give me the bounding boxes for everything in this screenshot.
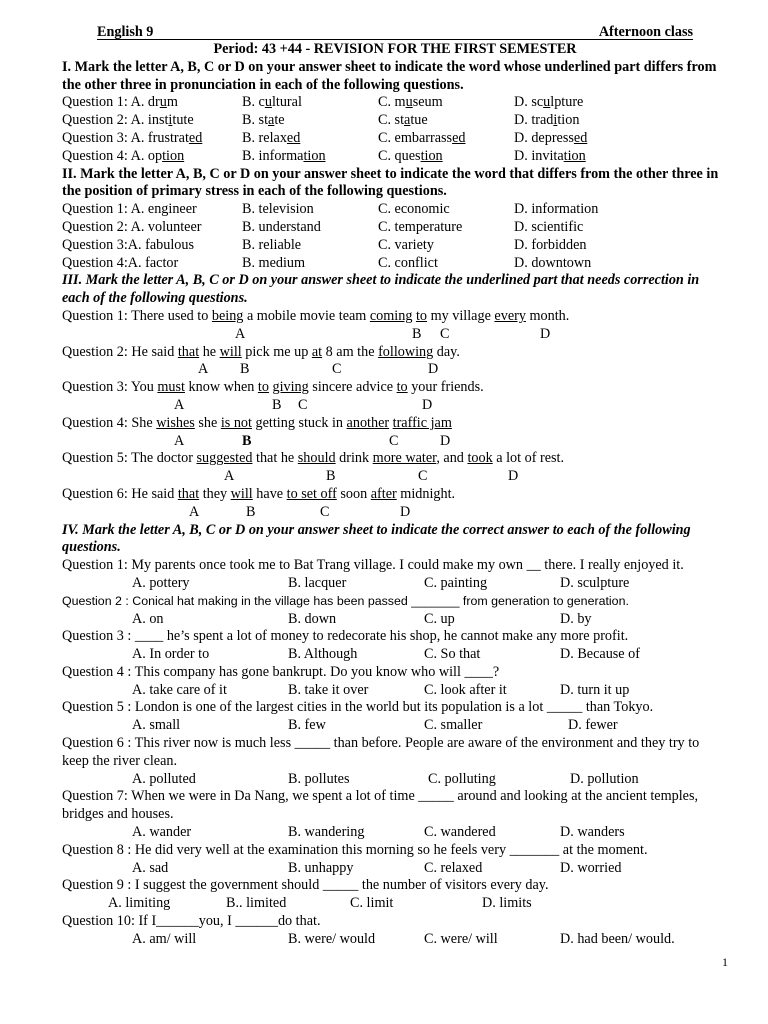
option-letter: A — [174, 396, 185, 413]
answer-option: C. wandered — [424, 824, 496, 841]
answer-option: C. So that — [424, 646, 481, 663]
underlined-part: another — [346, 414, 390, 431]
answer-option: C. polluting — [428, 770, 496, 787]
answer-options — [62, 646, 728, 664]
answer-option: D. wanders — [560, 824, 625, 841]
underlined-part: is not — [220, 414, 252, 431]
answer-option: D. forbidden — [514, 236, 587, 253]
underlined-part: a — [404, 112, 411, 129]
option-letter: D — [400, 503, 411, 520]
answer-option: D. fewer — [568, 717, 618, 734]
answer-option: C. painting — [424, 574, 488, 591]
answer-option: Question 3: A. frustrated — [62, 129, 203, 146]
answer-options — [62, 717, 728, 735]
option-letter: B — [272, 396, 282, 413]
answer-option: C. look after it — [424, 681, 507, 698]
option-letter: D — [422, 396, 433, 413]
underlined-part: giving — [272, 379, 309, 396]
question-stem: Question 8 : He did very well at the examination this morning so he feels very _______ at the moment. — [62, 841, 648, 858]
answer-option: C. relaxed — [424, 859, 483, 876]
subject-label: English 9 — [97, 24, 154, 40]
underlined-part: tion — [420, 147, 443, 164]
question-stem: Question 5 : London is one of the largest cities in the world but its population is a lot _____ than Tokyo. — [62, 699, 654, 716]
answer-options — [62, 895, 728, 913]
question-row — [62, 201, 728, 219]
part2-questions — [62, 201, 728, 272]
answer-option: C. up — [424, 610, 455, 627]
question-stem: Question 1: My parents once took me to Bat Trang village. I could make my own __ there. I really enjoyed it. — [62, 557, 684, 574]
underlined-part: to — [415, 307, 428, 324]
answer-option: B. Although — [288, 646, 358, 663]
answer-option: B. wandering — [288, 824, 365, 841]
answer-option: Question 1: A. engineer — [62, 201, 197, 218]
option-letter: C — [332, 361, 342, 378]
underlined-part: tion — [563, 147, 586, 164]
underlined-part: i — [553, 112, 558, 129]
answer-option: A. In order to — [132, 646, 210, 663]
answer-option: D. limits — [482, 895, 532, 912]
section-4-instruction: IV. Mark the letter A, B, C or D on your answer sheet to indicate the correct answer to each of the following questions. — [62, 521, 691, 556]
answer-options — [62, 860, 728, 878]
answer-options — [62, 771, 728, 789]
answer-option: B. state — [242, 112, 285, 129]
answer-option: Question 2: A. institute — [62, 112, 194, 129]
answer-option: B. cultural — [242, 94, 302, 111]
underlined-part: tion — [162, 147, 185, 164]
question-row — [62, 94, 728, 112]
answer-option: C. museum — [378, 94, 443, 111]
underlined-part: to — [257, 379, 269, 396]
underlined-part: more water — [372, 450, 437, 467]
answer-option: C. conflict — [378, 254, 438, 271]
answer-option: A. small — [132, 717, 181, 734]
underlined-part: coming — [369, 307, 413, 324]
underlined-part: u — [405, 94, 413, 111]
answer-option: C. were/ will — [424, 930, 498, 947]
underlined-part: ed — [573, 129, 588, 146]
option-letter: C — [389, 432, 399, 449]
answer-option: Question 1: A. drum — [62, 94, 178, 111]
answer-option: A. polluted — [132, 770, 196, 787]
answer-option: D. had been/ would. — [560, 930, 675, 947]
underlined-part: u — [159, 94, 167, 111]
question-stem: Question 6 : This river now is much less _____ than before. People are aware of the environment and they try to keep the river clean. — [62, 735, 700, 769]
option-letter: C — [320, 503, 330, 520]
answer-option: D. invitation — [514, 147, 586, 164]
answer-option: B. relaxed — [242, 129, 301, 146]
option-letter: D — [428, 361, 439, 378]
error-sentence: Question 6: He said that they will have to set off soon after midnight. — [62, 485, 456, 502]
option-letter: B — [242, 432, 252, 449]
underlined-part: will — [230, 485, 253, 502]
answer-option: D. downtown — [514, 254, 592, 271]
underlined-part: should — [297, 450, 336, 467]
answer-option: Question 3:A. fabulous — [62, 236, 195, 253]
period-title: Period: 43 +44 - REVISION FOR THE FIRST SEMESTER — [213, 41, 577, 57]
underlined-part: ed — [286, 129, 301, 146]
answer-option: D. Because of — [560, 646, 640, 663]
answer-option: B. information — [242, 147, 326, 164]
answer-option: A. limiting — [108, 895, 171, 912]
underlined-part: every — [494, 307, 526, 324]
option-letter: B — [246, 503, 256, 520]
answer-option: B. pollutes — [288, 770, 350, 787]
underlined-part: to — [396, 379, 408, 396]
error-sentence: Question 2: He said that he will pick me up at 8 am the following day. — [62, 343, 460, 360]
answer-options — [62, 611, 728, 629]
answer-option: D. information — [514, 201, 599, 218]
answer-option: Question 2: A. volunteer — [62, 218, 202, 235]
option-letters — [62, 504, 728, 522]
answer-option: C. temperature — [378, 218, 463, 235]
answer-option: A. on — [132, 610, 164, 627]
answer-option: Question 4:A. factor — [62, 254, 179, 271]
answer-option: D. depressed — [514, 129, 588, 146]
option-letter: B — [412, 325, 422, 342]
underlined-part: being — [211, 307, 244, 324]
answer-option: C. embarrassed — [378, 129, 466, 146]
option-letters — [62, 468, 728, 486]
option-letter: B — [240, 361, 250, 378]
underlined-part: that — [177, 485, 200, 502]
answer-option: D. pollution — [570, 770, 639, 787]
underlined-part: u — [264, 94, 272, 111]
option-letters — [62, 397, 728, 415]
answer-option: B. understand — [242, 218, 321, 235]
answer-option: D. worried — [560, 859, 622, 876]
underlined-part: must — [157, 379, 185, 396]
answer-options — [62, 575, 728, 593]
answer-option: B. down — [288, 610, 337, 627]
part3-questions — [62, 308, 728, 522]
error-sentence: Question 5: The doctor suggested that he should drink more water, and took a lot of rest. — [62, 450, 564, 467]
answer-option: C. smaller — [424, 717, 483, 734]
answer-option: D. by — [560, 610, 592, 627]
answer-option: A. wander — [132, 824, 192, 841]
underlined-part: ed — [452, 129, 466, 146]
underlined-part: i — [168, 112, 173, 129]
option-letters — [62, 433, 728, 451]
answer-option: C. variety — [378, 236, 434, 253]
question-stem: Question 9 : I suggest the government should _____ the number of visitors every day. — [62, 877, 549, 894]
option-letter: A — [198, 361, 209, 378]
underlined-part: to set off — [286, 485, 337, 502]
part1-questions — [62, 94, 728, 165]
answer-option: B. medium — [242, 254, 306, 271]
answer-option: B.. limited — [226, 895, 287, 912]
answer-option: B. reliable — [242, 236, 302, 253]
option-letter: C — [440, 325, 450, 342]
error-sentence: Question 4: She wishes she is not getting stuck in another traffic jam — [62, 414, 452, 431]
option-letter: A — [224, 468, 235, 485]
answer-option: B. television — [242, 201, 314, 218]
underlined-part: that — [177, 343, 200, 360]
option-letter: D — [540, 325, 551, 342]
answer-option: D. sculpture — [560, 574, 630, 591]
underlined-part: traffic jam — [392, 414, 452, 431]
answer-option: B. few — [288, 717, 326, 734]
error-sentence: Question 1: There used to being a mobile movie team coming to my village every month. — [62, 307, 570, 324]
question-row — [62, 148, 728, 166]
underlined-part: will — [219, 343, 242, 360]
answer-option: D. scientific — [514, 218, 584, 235]
underlined-part: wishes — [156, 414, 195, 431]
question-stem: Question 3 : ____ he’s spent a lot of money to redecorate his shop, he cannot make any more profit. — [62, 628, 629, 645]
option-letters — [62, 361, 728, 379]
underlined-part: a — [268, 112, 275, 129]
worksheet-page — [62, 24, 728, 949]
question-stem: Question 7: When we were in Da Nang, we spent a lot of time _____ around and looking at the ancient temples, bridges and houses. — [62, 788, 699, 823]
part4-questions — [62, 557, 728, 949]
section-1-instruction: I. Mark the letter A, B, C or D on your answer sheet to indicate the word whose underlined part differs from the other three in pronunciation in each of the following questions. — [62, 58, 717, 93]
option-letter: A — [174, 432, 185, 449]
option-letter: D — [440, 432, 451, 449]
option-letter: C — [418, 468, 428, 485]
option-letter: A — [189, 503, 200, 520]
class-label: Afternoon class — [598, 24, 693, 40]
answer-option: A. pottery — [132, 574, 190, 591]
option-letter: C — [298, 396, 308, 413]
error-sentence: Question 3: You must know when to giving sincere advice to your friends. — [62, 379, 484, 396]
answer-option: B. were/ would — [288, 930, 376, 947]
answer-option: B. unhappy — [288, 859, 354, 876]
answer-option: D. tradition — [514, 112, 580, 129]
answer-option: B. take it over — [288, 681, 369, 698]
question-row — [62, 219, 728, 237]
underlined-part: tion — [303, 147, 326, 164]
answer-options — [62, 682, 728, 700]
answer-option: C. limit — [350, 895, 394, 912]
answer-options — [62, 824, 728, 842]
question-row — [62, 130, 728, 148]
underlined-part: ed — [188, 129, 203, 146]
answer-option: Question 4: A. option — [62, 147, 185, 164]
answer-option: C. statue — [378, 112, 428, 129]
underlined-part: after — [370, 485, 397, 502]
option-letter: B — [326, 468, 336, 485]
page-number: 1 — [722, 955, 728, 970]
page-header — [62, 24, 728, 41]
question-row — [62, 255, 728, 273]
answer-option: A. sad — [132, 859, 169, 876]
question-stem: Question 10: If I______you, I ______do that. — [62, 913, 321, 930]
underlined-part: following — [378, 343, 434, 360]
section-3-instruction: III. Mark the letter A, B, C or D on your answer sheet to indicate the underlined part that needs correction in each of the following questions. — [62, 272, 700, 307]
answer-option: D. turn it up — [560, 681, 630, 698]
underlined-part: u — [543, 94, 551, 111]
answer-option: A. take care of it — [132, 681, 227, 698]
underlined-part: took — [467, 450, 493, 467]
question-row — [62, 237, 728, 255]
answer-option: D. sculpture — [514, 94, 584, 111]
answer-options — [62, 931, 728, 949]
option-letter: D — [508, 468, 519, 485]
answer-option: C. question — [378, 147, 443, 164]
underlined-part: suggested — [196, 450, 253, 467]
section-2-instruction: II. Mark the letter A, B, C or D on your answer sheet to indicate the word that differs from the other three in the position of primary stress in each of the following questions. — [62, 165, 719, 200]
question-stem: Question 2 : Conical hat making in the village has been passed _______ from generation to generation. — [62, 593, 629, 608]
option-letters — [62, 326, 728, 344]
question-row — [62, 112, 728, 130]
question-stem: Question 4 : This company has gone bankrupt. Do you know who will ____? — [62, 663, 500, 680]
answer-option: A. am/ will — [132, 930, 197, 947]
answer-option: C. economic — [378, 201, 450, 218]
underlined-part: at — [311, 343, 323, 360]
option-letter: A — [235, 325, 246, 342]
answer-option: B. lacquer — [288, 574, 347, 591]
